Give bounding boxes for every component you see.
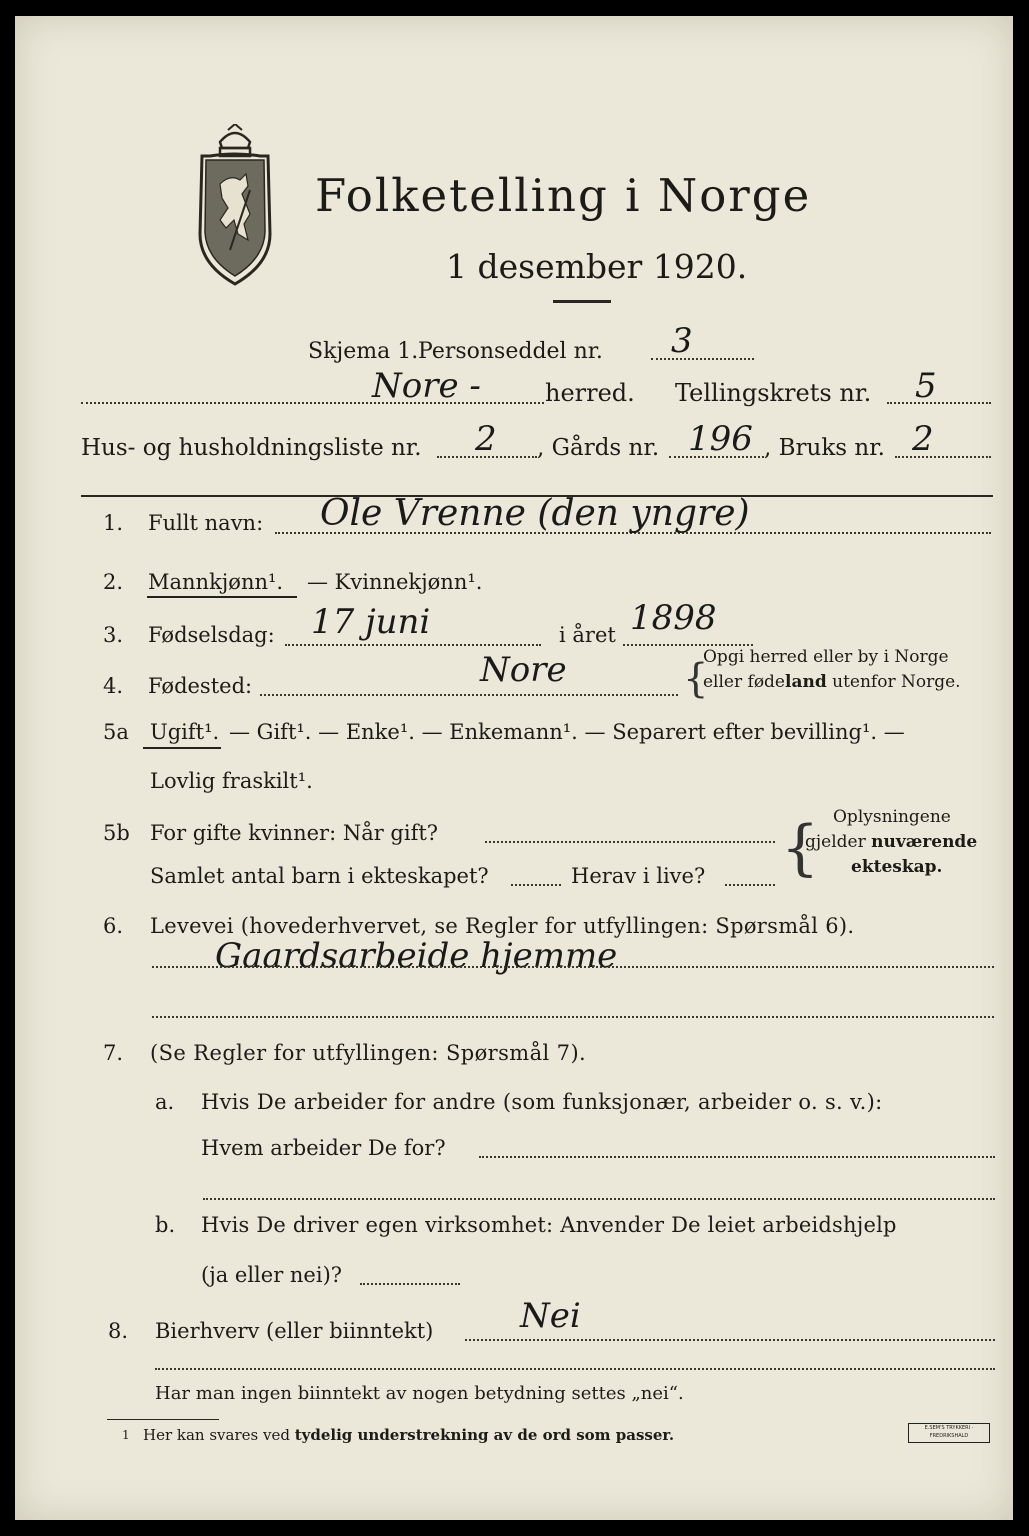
- q5b-brace: {: [781, 813, 820, 883]
- q5a-selection-underline: [143, 747, 221, 749]
- q6-dots-2: [152, 1016, 994, 1018]
- q5a-other-options: — Gift¹. — Enke¹. — Enkemann¹. — Separert efter bevilling¹. —: [229, 720, 905, 744]
- q7a-label: Hvis De arbeider for andre (som funksjonær, arbeider o. s. v.):: [201, 1090, 883, 1114]
- q3-number: 3.: [103, 623, 124, 647]
- q6-label: Levevei (hovederhvervet, se Regler for utfyllingen: Spørsmål 6).: [150, 914, 855, 938]
- q8-side-income: Nei: [520, 1296, 581, 1336]
- q8-dots-2: [155, 1368, 995, 1370]
- q5b-alive-label: Herav i live?: [571, 864, 706, 888]
- q3-birth-year: 1898: [630, 598, 717, 638]
- personseddel-label: Personseddel nr.: [418, 339, 603, 364]
- q7a-employer-label: Hvem arbeider De for?: [201, 1136, 446, 1160]
- herred-label: herred.: [545, 379, 635, 407]
- q8-dots: [465, 1339, 995, 1341]
- q4-birthplace: Nore: [480, 650, 567, 690]
- q5b-children-label: Samlet antal barn i ekteskapet?: [150, 864, 489, 888]
- q4-label: Fødested:: [148, 674, 253, 698]
- q7a-letter: a.: [155, 1090, 175, 1114]
- q7a-employer-dots: [479, 1156, 995, 1158]
- q3-year-label: i året: [559, 623, 616, 647]
- q7b-dots: [360, 1283, 460, 1285]
- q1-number: 1.: [103, 511, 124, 535]
- q7b-label: Hvis De driver egen virksomhet: Anvender De leiet arbeidshjelp: [201, 1213, 897, 1237]
- hus-value: 2: [475, 419, 497, 459]
- q4-number: 4.: [103, 674, 124, 698]
- q7-number: 7.: [103, 1041, 124, 1065]
- personseddel-dots: [651, 358, 754, 360]
- q3-dots: [285, 644, 541, 646]
- tellingskrets-label: Tellingskrets nr.: [675, 379, 872, 407]
- q5b-note-line2: gjelder nuværende: [805, 832, 978, 852]
- q1-label: Fullt navn:: [148, 511, 264, 535]
- title-divider: [553, 300, 611, 303]
- q7b-yes-no-label: (ja eller nei)?: [201, 1263, 343, 1287]
- q8-label: Bierhverv (eller biinntekt): [155, 1319, 434, 1343]
- q6-occupation: Gaardsarbeide hjemme: [215, 936, 618, 976]
- q6-dots-1: [152, 966, 994, 968]
- bruks-dots: [895, 456, 991, 458]
- q2-option-mannkjonn: Mannkjønn¹.: [148, 570, 284, 594]
- skjema-label: Skjema 1.: [308, 339, 419, 364]
- q5a-option-fraskilt: Lovlig fraskilt¹.: [150, 769, 313, 793]
- page-title: Folketelling i Norge: [315, 169, 812, 222]
- q2-number: 2.: [103, 570, 124, 594]
- q2-selection-underline: [147, 596, 297, 598]
- q8-number: 8.: [108, 1319, 129, 1343]
- printer-stamp: E.SEM'S TRYKKERI · FREDRIKSHALD: [908, 1423, 990, 1443]
- footnote-number: 1: [122, 1428, 130, 1442]
- q5b-alive-dots: [725, 884, 775, 886]
- q5b-married-when-dots: [485, 841, 775, 843]
- q7b-letter: b.: [155, 1213, 176, 1237]
- herred-value: Nore -: [372, 366, 481, 406]
- footnote-rule: [107, 1419, 219, 1420]
- q1-full-name: Ole Vrenne (den yngre): [320, 493, 750, 534]
- q5b-number: 5b: [103, 821, 130, 845]
- q7a-employer-dots-2: [203, 1198, 995, 1200]
- q3-label: Fødselsdag:: [148, 623, 275, 647]
- bruks-label: , Bruks nr.: [764, 435, 885, 461]
- q5b-note-line1: Oplysningene: [833, 807, 951, 827]
- biinntekt-note: Har man ingen biinntekt av nogen betydning settes „nei“.: [155, 1383, 684, 1404]
- tellingskrets-dots: [887, 402, 991, 404]
- tellingskrets-value: 5: [915, 366, 937, 406]
- q5a-option-ugift: Ugift¹.: [150, 720, 220, 744]
- bruks-value: 2: [912, 419, 934, 459]
- census-date: 1 desember 1920.: [446, 247, 748, 286]
- q4-note-line2: eller fødeland utenfor Norge.: [703, 672, 961, 692]
- q5b-married-when-label: For gifte kvinner: Når gift?: [150, 821, 439, 845]
- census-form: [15, 16, 1013, 1520]
- gards-value: 196: [688, 419, 753, 459]
- q3-birthday: 17 juni: [311, 602, 431, 642]
- q5b-note-line3: ekteskap.: [851, 857, 943, 877]
- gards-label: , Gårds nr.: [537, 435, 660, 461]
- q6-number: 6.: [103, 914, 124, 938]
- hus-label: Hus- og husholdningsliste nr.: [81, 435, 422, 461]
- q7-label: (Se Regler for utfyllingen: Spørsmål 7).: [150, 1041, 587, 1065]
- norwegian-coat-of-arms-icon: [190, 124, 280, 289]
- personseddel-value: 3: [671, 321, 693, 361]
- q5b-children-dots: [511, 884, 561, 886]
- q4-dots: [260, 694, 678, 696]
- q5a-number: 5a: [103, 720, 129, 744]
- q4-note-line1: Opgi herred eller by i Norge: [703, 647, 949, 667]
- q2-option-kvinnekjonn: — Kvinnekjønn¹.: [307, 570, 483, 594]
- q4-brace: {: [683, 656, 709, 702]
- footnote-text: Her kan svares ved tydelig understrekning av de ord som passer.: [143, 1426, 675, 1444]
